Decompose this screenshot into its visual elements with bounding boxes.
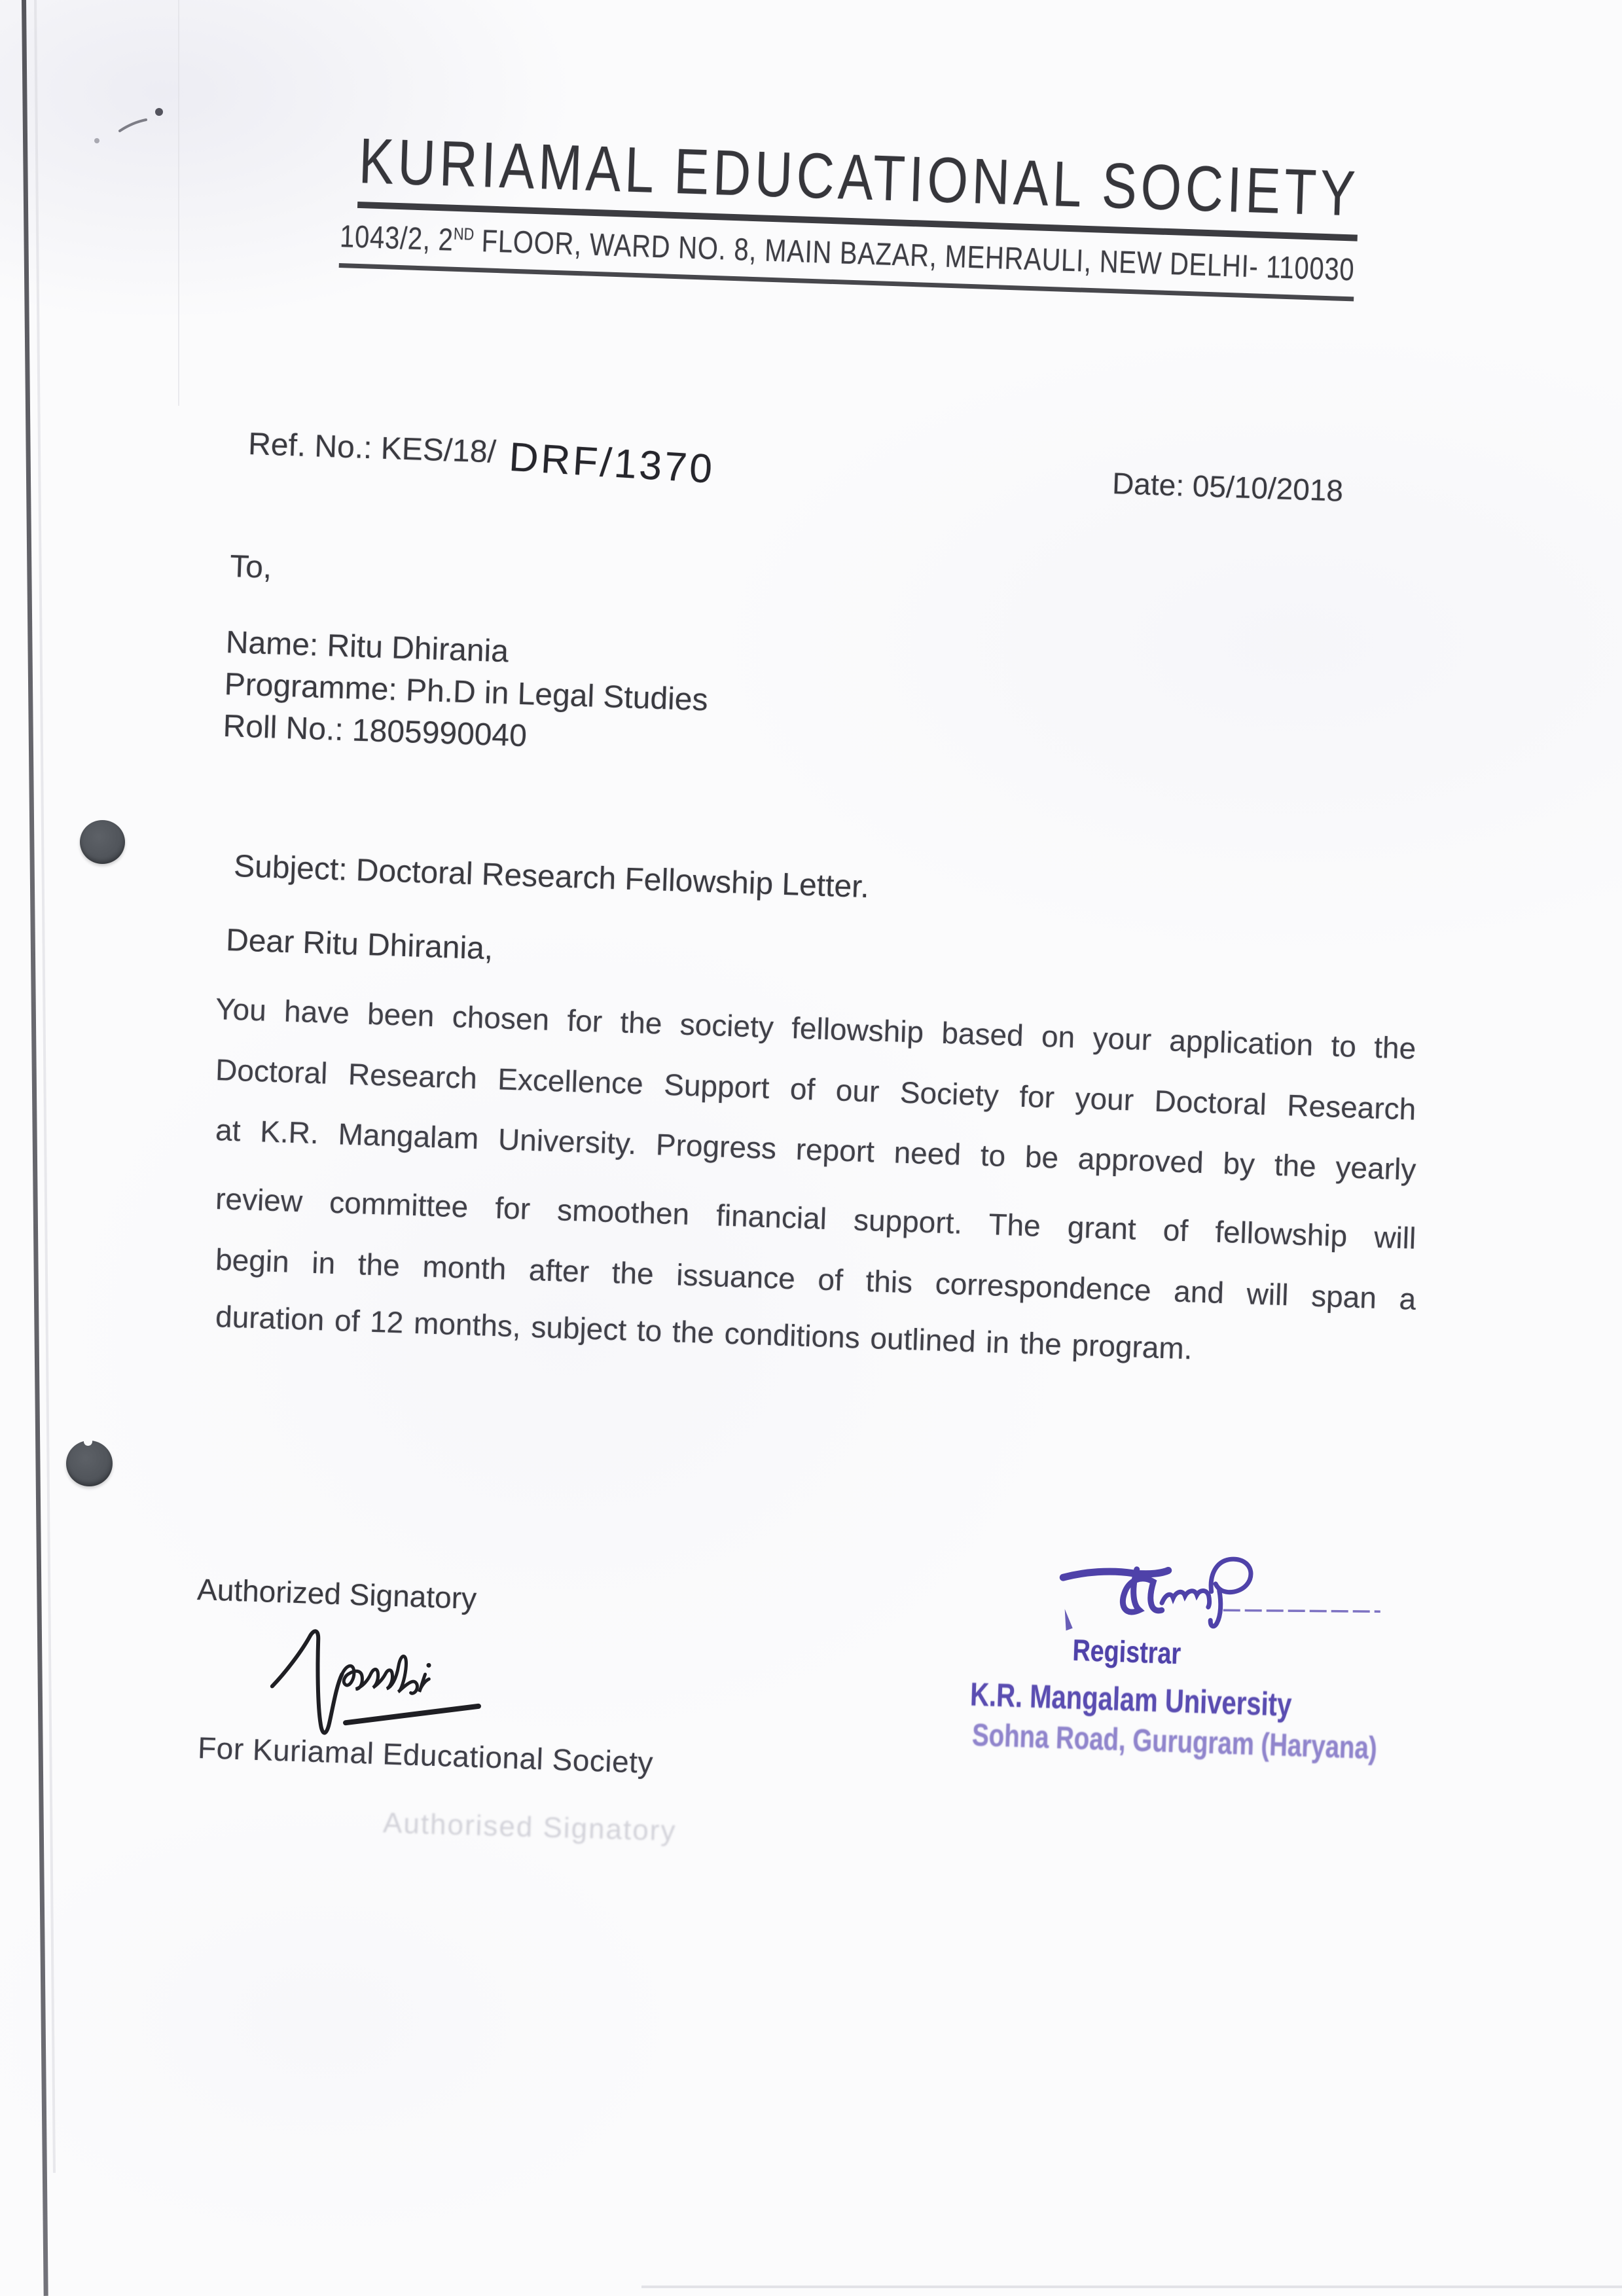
reference-number-line xyxy=(247,427,716,492)
org-address-superscript: ND xyxy=(453,223,475,244)
recipient-name: Name: Ritu Dhirania xyxy=(225,624,509,670)
body-line: You have been chosen for the society fellowship based on your application to the xyxy=(215,992,1417,1066)
body-line: at K.R. Mangalam University. Progress report need to be approved by the yearly xyxy=(215,1113,1417,1187)
for-organization-line: For Kuriamal Educational Society xyxy=(197,1731,654,1780)
org-name-title: KURIAMAL EDUCATIONAL SOCIETY xyxy=(357,128,1360,242)
org-address-pre: 1043/2, 2 xyxy=(339,219,454,258)
scan-bottom-edge xyxy=(641,2286,1622,2288)
handwritten-reference-number: DRF/1370 xyxy=(507,434,716,492)
authorized-signatory-label: Authorized Signatory xyxy=(196,1572,477,1616)
stamp-address: Sohna Road, Gurugram (Haryana) xyxy=(971,1717,1378,1767)
recipient-programme: Programme: Ph.D in Legal Studies xyxy=(223,666,709,718)
scan-edge-highlight xyxy=(34,0,56,2173)
body-line: begin in the month after the issuance of this correspondence and will span a xyxy=(215,1242,1417,1316)
pen-scribble xyxy=(90,101,169,151)
punch-hole-bottom xyxy=(66,1441,113,1486)
stamp-university: K.R. Mangalam University xyxy=(969,1676,1293,1723)
org-address-post: FLOOR, WARD NO. 8, MAIN BAZAR, MEHRAULI, NEW DELHI- 110030 xyxy=(473,223,1356,288)
greeting-line: Dear Ritu Dhirania, xyxy=(225,923,494,967)
paper-crease xyxy=(178,0,179,406)
body-line: duration of 12 months, subject to the conditions outlined in the program. xyxy=(215,1299,1193,1366)
reference-label: Ref. No.: KES/18/ xyxy=(247,427,497,470)
body-line: review committee for smoothen financial support. The grant of fellowship will xyxy=(215,1181,1417,1255)
subject-line: Subject: Doctoral Research Fellowship Letter. xyxy=(233,849,870,905)
recipient-roll-no: Roll No.: 1805990040 xyxy=(222,708,528,754)
registrar-stamp xyxy=(954,1541,1460,1793)
ghost-bleedthrough-text: Authorised Signatory xyxy=(382,1806,677,1848)
body-line: Doctoral Research Excellence Support of our Society for your Doctoral Research xyxy=(215,1052,1417,1126)
recipient-to: To, xyxy=(229,549,273,586)
date-line: Date: 05/10/2018 xyxy=(1111,466,1344,508)
punch-hole-top xyxy=(80,820,125,864)
recipient-details xyxy=(223,622,710,763)
stamp-title: Registrar xyxy=(1072,1632,1181,1671)
